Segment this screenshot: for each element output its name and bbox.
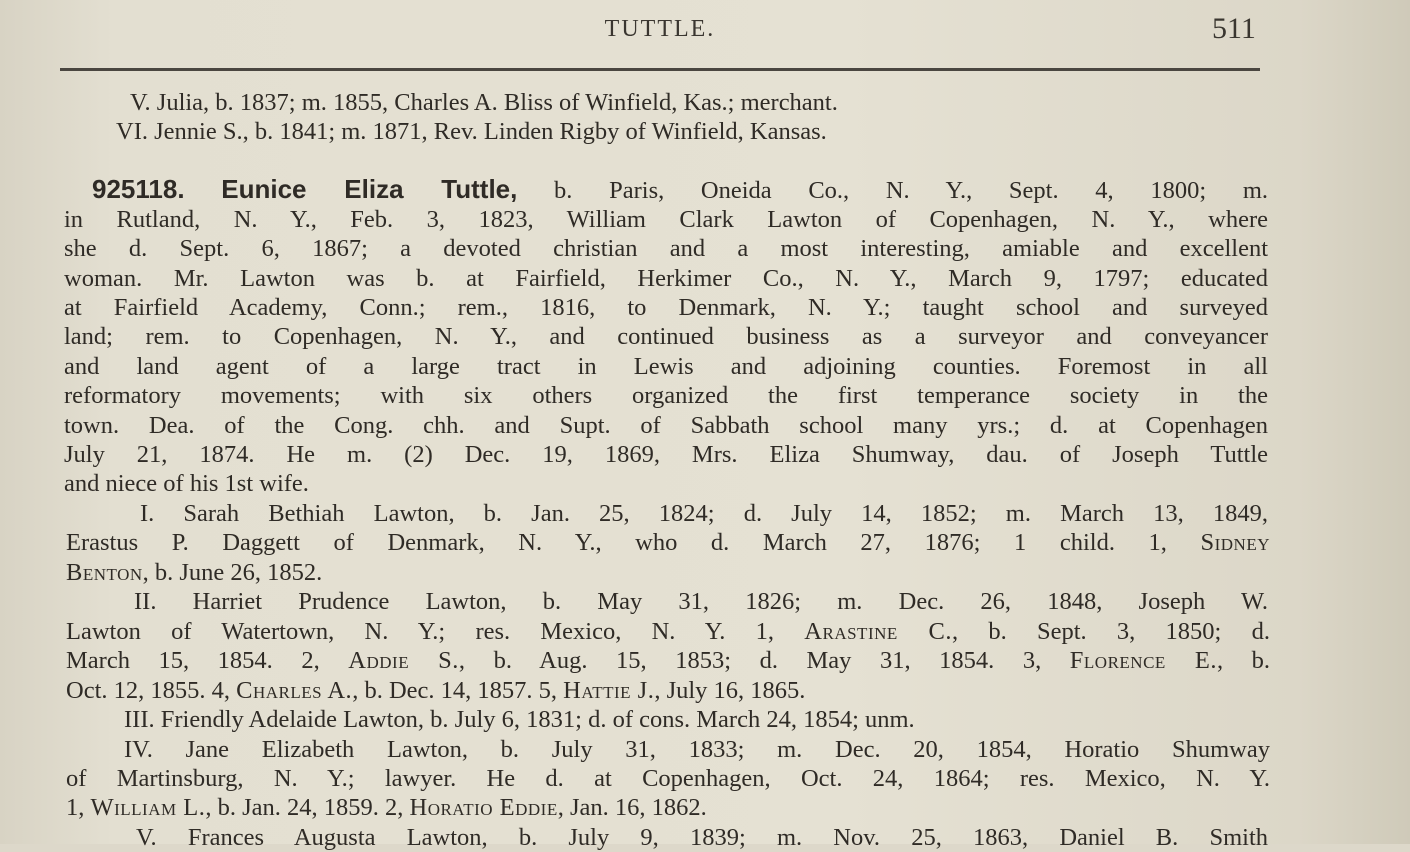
child-iv-line-3 <box>66 793 1270 822</box>
page-number: 511 <box>1212 12 1256 45</box>
child-v-line-1: V. Frances Augusta Lawton, b. July 9, 1839; m. Nov. 25, 1863, Daniel B. Smith <box>136 824 1268 851</box>
child-ii-text: , b. Dec. 14, 1857. 5, <box>352 677 564 704</box>
grandchild-name: William L. <box>90 794 206 821</box>
child-ii-text: Oct. 12, 1855. 4, <box>66 677 237 704</box>
entry-line: town. Dea. of the Cong. chh. and Supt. of Sabbath school many yrs.; d. at Copenhagen <box>64 412 1268 439</box>
child-iv-line-1: IV. Jane Elizabeth Lawton, b. July 31, 1833; m. Dec. 20, 1854, Horatio Shumway <box>124 736 1270 763</box>
entry-line: land; rem. to Copenhagen, N. Y., and continued business as a surveyor and conveyancer <box>64 323 1268 350</box>
child-iv-line-2: of Martinsburg, N. Y.; lawyer. He d. at Copenhagen, Oct. 24, 1864; res. Mexico, N. Y. <box>66 765 1270 792</box>
child-ii-text: , July 16, 1865. <box>654 677 806 704</box>
child-i-line-2 <box>66 528 1270 557</box>
entry-line: at Fairfield Academy, Conn.; rem., 1816, to Denmark, N. Y.; taught school and surveyed <box>64 294 1268 321</box>
entry-name: Eunice Eliza Tuttle, <box>221 175 518 204</box>
child-ii-text: , b. Sept. 3, 1850; d. <box>951 618 1270 645</box>
grandchild-name: Arastine C. <box>804 618 952 645</box>
entry-line: July 21, 1874. He m. (2) Dec. 19, 1869, Mrs. Eliza Shumway, dau. of Joseph Tuttle <box>64 441 1268 468</box>
child-ii-line-1: II. Harriet Prudence Lawton, b. May 31, 1826; m. Dec. 26, 1848, Joseph W. <box>134 588 1268 615</box>
child-ii-text: Lawton of Watertown, N. Y.; res. Mexico, N. Y. 1, <box>66 618 805 645</box>
header-rule <box>60 68 1260 71</box>
child-ii-line-2 <box>66 617 1270 646</box>
entry-line: woman. Mr. Lawton was b. at Fairfield, Herkimer Co., N. Y., March 9, 1797; educated <box>64 265 1268 292</box>
entry-heading-line <box>92 175 1268 204</box>
prev-child-vi: VI. Jennie S., b. 1841; m. 1871, Rev. Linden Rigby of Winfield, Kansas. <box>116 118 827 145</box>
grandchild-name: Hattie J. <box>563 677 655 704</box>
grandchild-name: Charles A. <box>236 677 353 704</box>
child-i-text: Erastus P. Daggett of Denmark, N. Y., who d. March 27, 1876; 1 child. 1, <box>66 529 1201 556</box>
grandchild-name: Florence E. <box>1069 647 1217 674</box>
entry-number: 925118. <box>92 175 185 204</box>
prev-child-v: V. Julia, b. 1837; m. 1855, Charles A. Bliss of Winfield, Kas.; merchant. <box>130 89 838 116</box>
child-iv-text: , Jan. 16, 1862. <box>557 794 707 821</box>
child-ii-text: , b. <box>1216 647 1270 674</box>
child-ii-text: , b. Aug. 15, 1853; d. May 31, 1854. 3, <box>458 647 1070 674</box>
entry-line: and niece of his 1st wife. <box>64 470 309 497</box>
grandchild-name: Horatio Eddie <box>409 794 558 821</box>
child-ii-line-3 <box>66 646 1270 675</box>
running-header: TUTTLE. <box>604 16 716 42</box>
entry-line: she d. Sept. 6, 1867; a devoted christian and a most interesting, amiable and excellent <box>64 235 1268 262</box>
entry-line: and land agent of a large tract in Lewis and adjoining counties. Foremost in all <box>64 353 1268 380</box>
entry-line-1: b. Paris, Oneida Co., N. Y., Sept. 4, 1800; m. <box>517 177 1268 204</box>
child-ii-line-4 <box>66 676 1270 705</box>
child-iv-text: , b. Jan. 24, 1859. 2, <box>205 794 410 821</box>
entry-line: reformatory movements; with six others organized the first temperance society in the <box>64 382 1268 409</box>
entry-line: in Rutland, N. Y., Feb. 3, 1823, William Clark Lawton of Copenhagen, N. Y., where <box>64 206 1268 233</box>
child-i-line-1: I. Sarah Bethiah Lawton, b. Jan. 25, 1824; d. July 14, 1852; m. March 13, 1849, <box>140 500 1268 527</box>
child-ii-text: March 15, 1854. 2, <box>66 647 349 674</box>
child-i-line-3 <box>66 558 1270 587</box>
grandchild-name: Benton <box>66 559 143 586</box>
grandchild-name: Sidney <box>1200 529 1270 556</box>
grandchild-name: Addie S. <box>348 647 459 674</box>
child-i-text: , b. June 26, 1852. <box>142 559 323 586</box>
child-iv-text: 1, <box>66 794 91 821</box>
child-iii-line-1: III. Friendly Adelaide Lawton, b. July 6, 1831; d. of cons. March 24, 1854; unm. <box>124 706 915 733</box>
